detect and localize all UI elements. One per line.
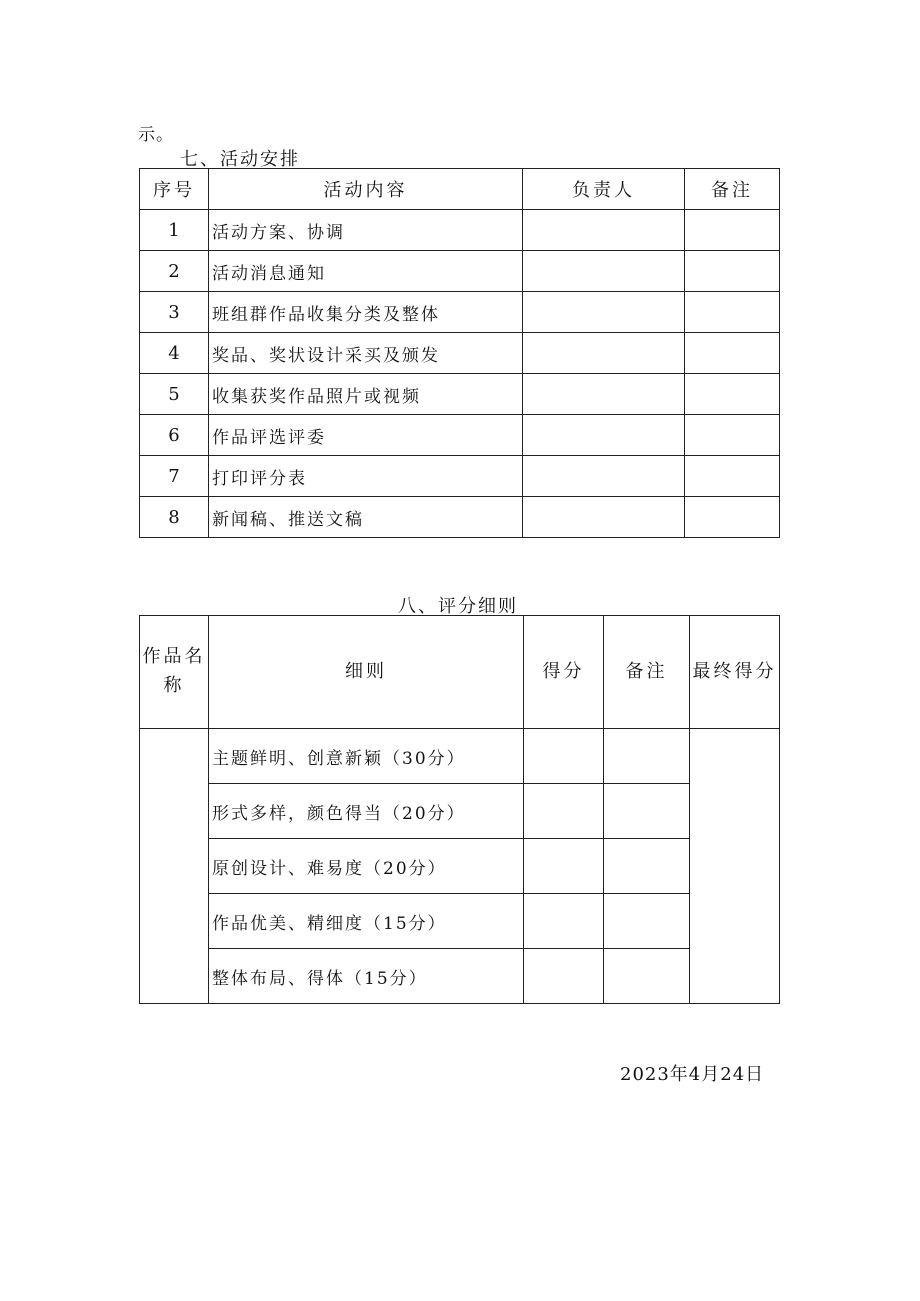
remark-cell xyxy=(685,333,780,374)
section-title-schedule: 七、活动安排 xyxy=(180,149,300,170)
row-number: 5 xyxy=(140,374,209,415)
table-row xyxy=(140,333,780,374)
score-cell xyxy=(524,839,604,894)
row-number: 3 xyxy=(140,292,209,333)
header-score: 得分 xyxy=(524,616,604,729)
table-row xyxy=(140,784,780,839)
section-title-scoring: 八、评分细则 xyxy=(398,596,518,617)
row-task: 班组群作品收集分类及整体 xyxy=(209,292,523,333)
criterion-text: 主题鲜明、创意新颖（30分） xyxy=(209,729,524,784)
score-cell xyxy=(524,729,604,784)
scoring-table xyxy=(139,615,780,1004)
row-number: 1 xyxy=(140,210,209,251)
owner-cell xyxy=(523,210,685,251)
remark-cell xyxy=(685,456,780,497)
row-task: 打印评分表 xyxy=(209,456,523,497)
header-remark: 备注 xyxy=(604,616,690,729)
table-row xyxy=(140,894,780,949)
header-detail: 细则 xyxy=(209,616,524,729)
table-row xyxy=(140,374,780,415)
owner-cell xyxy=(523,292,685,333)
table-row xyxy=(140,415,780,456)
remark-cell xyxy=(604,839,690,894)
row-task: 作品评选评委 xyxy=(209,415,523,456)
row-number: 6 xyxy=(140,415,209,456)
row-number: 7 xyxy=(140,456,209,497)
table-row xyxy=(140,292,780,333)
owner-cell xyxy=(523,415,685,456)
header-final-score: 最终得分 xyxy=(690,616,780,729)
row-task: 新闻稿、推送文稿 xyxy=(209,497,523,538)
remark-cell xyxy=(604,894,690,949)
score-cell xyxy=(524,784,604,839)
row-number: 2 xyxy=(140,251,209,292)
table-row xyxy=(140,251,780,292)
criterion-text: 原创设计、难易度（20分） xyxy=(209,839,524,894)
remark-cell xyxy=(685,210,780,251)
remark-cell xyxy=(685,415,780,456)
row-task: 活动消息通知 xyxy=(209,251,523,292)
header-seq: 序号 xyxy=(140,169,209,210)
remark-cell xyxy=(685,497,780,538)
remark-cell xyxy=(604,949,690,1004)
criterion-text: 作品优美、精细度（15分） xyxy=(209,894,524,949)
owner-cell xyxy=(523,456,685,497)
remark-cell xyxy=(685,251,780,292)
table-row xyxy=(140,949,780,1004)
owner-cell xyxy=(523,333,685,374)
table-header-row xyxy=(140,616,780,729)
row-number: 4 xyxy=(140,333,209,374)
row-task: 奖品、奖状设计采买及颁发 xyxy=(209,333,523,374)
text-fragment: 示。 xyxy=(138,125,174,145)
criterion-text: 整体布局、得体（15分） xyxy=(209,949,524,1004)
work-name-cell xyxy=(140,729,209,1004)
score-cell xyxy=(524,894,604,949)
remark-cell xyxy=(685,292,780,333)
owner-cell xyxy=(523,251,685,292)
schedule-table xyxy=(139,168,780,538)
row-task: 收集获奖作品照片或视频 xyxy=(209,374,523,415)
owner-cell xyxy=(523,374,685,415)
header-remark: 备注 xyxy=(685,169,780,210)
table-header-row xyxy=(140,169,780,210)
criterion-text: 形式多样，颜色得当（20分） xyxy=(209,784,524,839)
table-row xyxy=(140,497,780,538)
header-owner: 负责人 xyxy=(523,169,685,210)
row-task: 活动方案、协调 xyxy=(209,210,523,251)
header-work-name: 作品名称 xyxy=(140,616,209,729)
row-number: 8 xyxy=(140,497,209,538)
table-row xyxy=(140,729,780,784)
final-score-cell xyxy=(690,729,780,1004)
table-row xyxy=(140,456,780,497)
header-content: 活动内容 xyxy=(209,169,523,210)
score-cell xyxy=(524,949,604,1004)
remark-cell xyxy=(604,729,690,784)
remark-cell xyxy=(685,374,780,415)
document-date: 2023年4月24日 xyxy=(620,1064,765,1085)
owner-cell xyxy=(523,497,685,538)
remark-cell xyxy=(604,784,690,839)
table-row xyxy=(140,839,780,894)
table-row xyxy=(140,210,780,251)
